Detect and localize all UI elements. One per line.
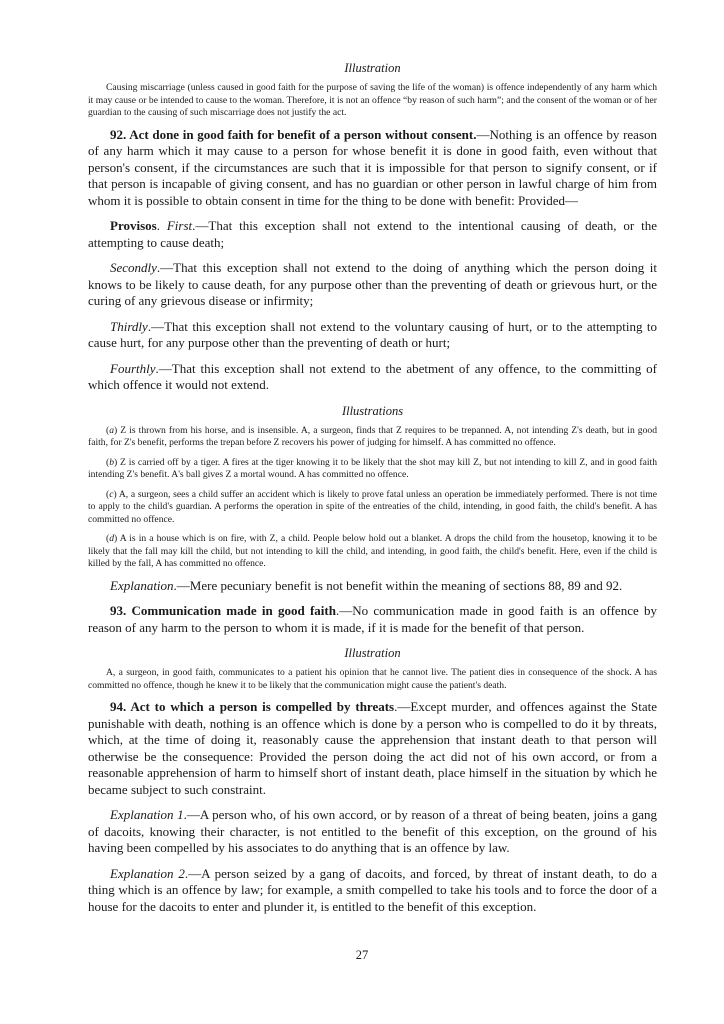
proviso-fourth-label: Fourthly — [110, 360, 156, 376]
proviso-first — [88, 218, 657, 251]
illustration-heading: Illustration — [344, 61, 401, 75]
section-93-title: 93. Communication made in good faith — [110, 603, 336, 618]
provisos-label: Provisos — [110, 218, 157, 233]
illustration-paragraph: Causing miscarriage (unless caused in good faith for the purpose of saving the life of the woman) is offence independently of any harm which it may cause or be intended to cause to the woman. Therefore, it is not an offence “by reason of such harm”; and the consent of the woman or of her guardian to the causing of such miscarriage does not justify the act. — [88, 82, 657, 118]
proviso-third-text: .—That this exception shall not extend to the voluntary causing of hurt, or to the attempting to cause hurt, for any purpose other than the preventing of death or hurt; — [88, 318, 657, 350]
section-94 — [88, 699, 657, 798]
section-92-title: 92. Act done in good faith for benefit of a person without consent. — [110, 126, 477, 142]
proviso-fourth — [88, 361, 657, 394]
illustration-a: (a) Z is thrown from his horse, and is insensible. A, a surgeon, finds that Z requires to be trepanned. A, not intending Z's death, but in good faith, for Z's benefit, performs the trepan before Z recovers his power of judging for himself. A has committed no offence. — [88, 424, 657, 448]
illustration-b-text: Z is carried off by a tiger. A fires at the tiger knowing it to be likely that the shot may kill Z, but not intending to kill Z, and in good faith intending Z's benefit. A's ball gives Z a mortal wound. A has committed no offence. — [88, 456, 657, 480]
section-92 — [88, 127, 657, 210]
proviso-second — [88, 260, 657, 310]
explanation-94-1-text: .—A person who, of his own accord, or by reason of a threat of being beaten, joins a gang of dacoits, knowing their character, is not entitled to the benefit of this exception, on the ground of his having been compelled by his associates to do anything that is an offence by law. — [88, 807, 658, 855]
illustration-d: (d) A is in a house which is on fire, with Z, a child. People below hold out a blanket. A drops the child from the housetop, knowing it to be likely that the fall may kill the child, but not intending to kill the child, and intending, in good faith, the child's benefit. Here, even if the child is killed by the fall, A has committed no offence. — [88, 533, 657, 569]
illustration-a-text: Z is thrown from his horse, and is insensible. A, a surgeon, finds that Z requires to be trepanned. A, not intending Z's death, but in good faith, for Z's benefit, performs the trepan before Z recovers his power of judging for himself. A has committed no offence. — [88, 424, 657, 448]
proviso-fourth-text: .—That this exception shall not extend to the abetment of any offence, to the committing of which offence it would not extend. — [88, 360, 657, 392]
section-94-title: 94. Act to which a person is compelled by threats — [110, 699, 395, 714]
proviso-second-label: Secondly — [110, 260, 157, 275]
illustration-c-marker: c — [109, 488, 114, 500]
proviso-second-text: .—That this exception shall not extend to the doing of anything which the person doing it knows to be likely to cause death, for any purpose other than the preventing of death or grievous hurt, or the curing of any grievous disease or infirmity; — [88, 260, 657, 308]
proviso-third-label: Thirdly — [110, 318, 148, 334]
explanation-94-1 — [88, 807, 657, 857]
proviso-third — [88, 319, 657, 352]
illustration-b-marker: b — [109, 456, 114, 468]
illustration-d-marker: d — [109, 533, 114, 544]
illustration-paragraph-2: A, a surgeon, in good faith, communicates to a patient his opinion that he cannot live. The patient dies in consequence of the shock. A has committed no offence, though he knew it to be likely that the communication might cause the patient's death. — [88, 667, 657, 691]
illustration-c-text: A, a surgeon, sees a child suffer an accident which is likely to prove fatal unless an operation be immediately performed. There is not time to apply to the child's guardian. A performs the operation in spite of the entreaties of the child, intending, in good faith, the child's benefit. A has committed no offence. — [88, 488, 657, 525]
explanation-94-2 — [88, 866, 657, 916]
explanation-94-1-label: Explanation 1 — [110, 807, 184, 822]
illustrations-heading: Illustrations — [341, 403, 404, 418]
illustration-a-marker: a — [109, 424, 114, 436]
section-93-text: .—No communication made in good faith is an offence by reason of any harm to the person to whom it is made, if it is made for the benefit of that person. — [88, 603, 657, 635]
proviso-first-text: .—That this exception shall not extend to the intentional causing of death, or the attempting to cause death; — [88, 218, 658, 250]
illustration-heading-2: Illustration — [344, 646, 401, 660]
page-number: 27 — [355, 948, 369, 962]
section-93 — [88, 603, 657, 636]
section-94-text: .—Except murder, and offences against the State punishable with death, nothing is an offence which is done by a person who is compelled to do it by threats, which, at the time of doing it, reasonably cause the apprehension that instant death to that person will otherwise be the consequence: Provided the person doing the act did not of his own accord, or from a reasonable apprehension of harm to himself short of instant death, place himself in the situation by which he became subject to such constraint. — [88, 699, 657, 797]
explanation-92-text: .—Mere pecuniary benefit is not benefit within the meaning of sections 88, 89 and 92. — [173, 577, 623, 593]
section-92-text: —Nothing is an offence by reason of any harm which it may cause to a person for whose benefit it is done in good faith, even without that person's consent, if the circumstances are such that it is impossible for that person to signify consent, or if that person is incapable of giving consent, and has no guardian or other person in lawful charge of him from whom it is possible to obtain consent in time for the thing to be done with benefit: Provided— — [88, 126, 658, 208]
explanation-92-label: Explanation — [110, 577, 174, 593]
explanation-92 — [88, 578, 657, 595]
illustration-d-text: A is in a house which is on fire, with Z, a child. People below hold out a blanket. A drops the child from the housetop, knowing it to be likely that the fall may kill the child, but not intending to kill the child, and intending, in good faith, the child's benefit. Here, even if the child is killed by the fall, A has committed no offence. — [88, 533, 657, 569]
illustration-c: (c) A, a surgeon, sees a child suffer an accident which is likely to prove fatal unless an operation be immediately performed. There is not time to apply to the child's guardian. A performs the operation in spite of the entreaties of the child, intending, in good faith, the child's benefit. A has committed no offence. — [88, 488, 657, 525]
provisos-separator: . — [156, 218, 167, 233]
proviso-first-label: First — [166, 218, 193, 233]
explanation-94-2-text: .—A person seized by a gang of dacoits, and forced, by threat of instant death, to do a thing which is an offence by law; for example, a smith compelled to take his tools and to force the door of a house for the dacoits to enter and plunder it, is entitled to the benefit of this exception. — [88, 865, 658, 914]
explanation-94-2-label: Explanation 2 — [110, 865, 185, 881]
illustration-b: (b) Z is carried off by a tiger. A fires at the tiger knowing it to be likely that the shot may kill Z, but not intending to kill Z, and in good faith intending Z's benefit. A's ball gives Z a mortal wound. A has committed no offence. — [88, 456, 657, 480]
